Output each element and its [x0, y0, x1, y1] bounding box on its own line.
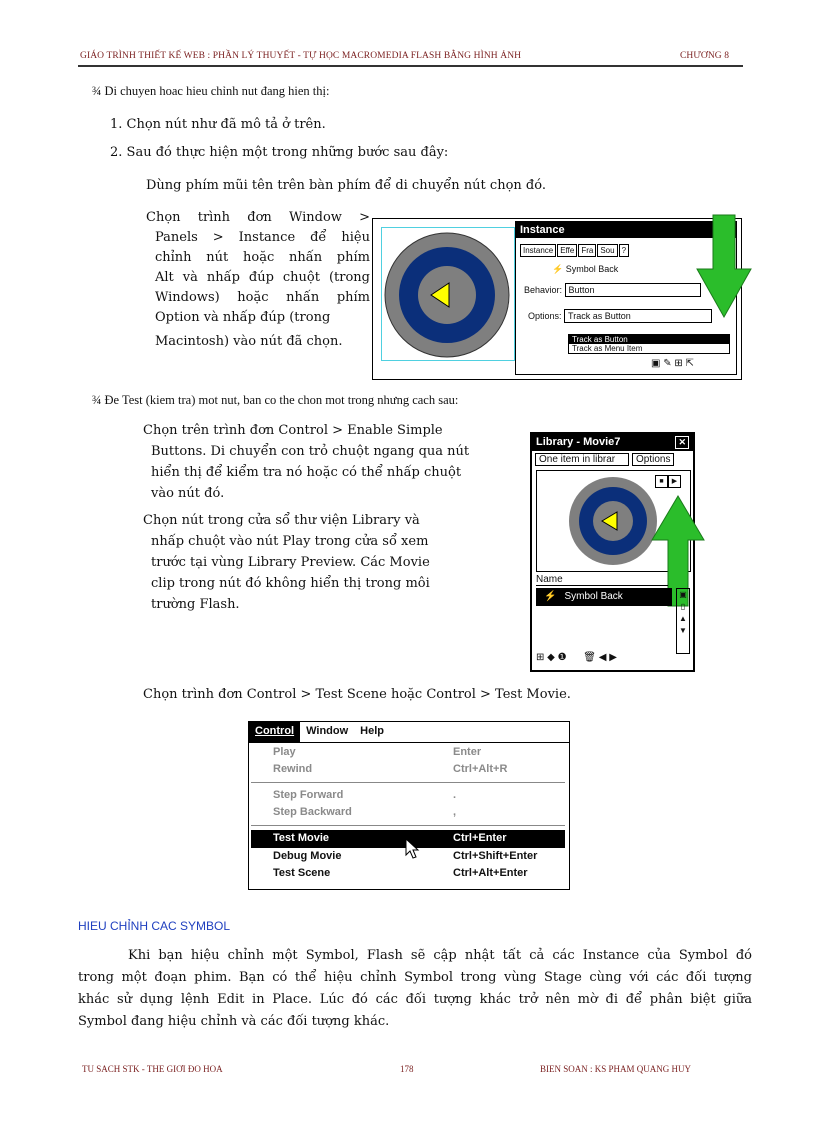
step2: 2. Sau đó thực hiện một trong những bước sau đây: [110, 145, 449, 160]
header-chapter: CHƯƠNG 8 [680, 51, 730, 61]
shortcut-rewind: Ctrl+Alt+R [453, 763, 508, 775]
stop-icon[interactable]: ■ [655, 475, 668, 488]
shortcut-step-backward: , [453, 806, 457, 818]
library-item-count: One item in librar [535, 453, 629, 466]
sub-step-arrow-keys: Dùng phím mũi tên trên bàn phím để di chuyển nút chọn đó. [146, 178, 546, 193]
instance-panel-title: Instance [516, 222, 736, 238]
shortcut-test-scene: Ctrl+Alt+Enter [453, 867, 528, 879]
menu-help[interactable]: Help [360, 725, 385, 737]
footer-right: BIEN SOAN : KS PHAM QUANG HUY [540, 1064, 692, 1074]
mouse-pointer-icon [405, 838, 421, 860]
menu-item-test-scene[interactable]: Test Scene [273, 867, 331, 879]
button-icon: ⚡ [552, 264, 566, 274]
tab-instance[interactable]: Instance [520, 244, 556, 257]
menu-item-rewind[interactable]: Rewind [273, 763, 313, 775]
tab-frame[interactable]: Fra [578, 244, 596, 257]
test-method-3: Chọn trình đơn Control > Test Scene hoặc Control > Test Movie. [143, 687, 571, 702]
button-icon: ⚡ [544, 591, 557, 602]
step1: 1. Chọn nút như đã mô tả ở trên. [110, 117, 326, 132]
tab-sound[interactable]: Sou [597, 244, 617, 257]
test-method-2: Chọn nút trong cửa sổ thư viện Library và nhấp chuột vào nút Play trong cửa sổ xem trước tại vùng Library Preview. Các Movie clip trong nút đó không hiển thị trong môi trường Flash. [143, 513, 430, 612]
menu-item-step-backward[interactable]: Step Backward [273, 806, 352, 818]
button-symbol-icon [381, 229, 515, 363]
menu-item-play[interactable]: Play [273, 746, 296, 758]
library-column-name[interactable]: Name [536, 574, 668, 586]
bullet-mark: ¾ [92, 393, 102, 407]
library-toolbar [532, 451, 693, 468]
menu-window[interactable]: Window [306, 725, 349, 737]
section1-title: ¾ Di chuyen hoac hieu chỉnh nut đang hien thị: [92, 84, 330, 98]
shortcut-debug-movie: Ctrl+Shift+Enter [453, 850, 538, 862]
section2-title: ¾ Đe Test (kiem tra) mot nut, ban co the chon mot trong nhưng cach sau: [92, 393, 459, 407]
panel-toolbar-icons: ▣ ✎ ⊞ ⇱ [651, 358, 694, 369]
library-item[interactable]: ⚡ Symbol Back [536, 588, 672, 606]
close-icon[interactable]: ✕ [675, 436, 689, 449]
bullet-mark: ¾ [92, 84, 102, 98]
menu-item-step-forward[interactable]: Step Forward [273, 789, 344, 801]
symbol-row: ⚡ Symbol Back [552, 264, 619, 274]
header-title: GIÁO TRÌNH THIẾT KẾ WEB : PHẦN LÝ THUYẾT - TỰ HỌC MACROMEDIA FLASH BẰNG HÌNH ẢNH [80, 51, 522, 61]
dropdown-option[interactable]: Track as Button [569, 335, 729, 344]
behavior-row: Behavior: Button [516, 275, 736, 297]
footer-left: TU SACH STK - THE GIƠI ĐO HOA [82, 1064, 223, 1074]
library-panel [530, 432, 695, 672]
instance-screenshot [372, 218, 742, 380]
header-rule [78, 65, 743, 67]
green-arrow-down-icon [695, 213, 755, 323]
tab-effect[interactable]: Effe [557, 244, 577, 257]
library-title-bar: Library - Movie7 ✕ [532, 434, 693, 451]
menu-control[interactable]: Control [249, 722, 300, 742]
shortcut-play: Enter [453, 746, 482, 758]
button-symbol-icon [567, 475, 659, 567]
behavior-select[interactable]: Button [565, 283, 701, 297]
menu-separator [251, 825, 565, 826]
library-bottom-icons: ⊞ ◆ ❶ 🗑 ◀ ▶ [536, 652, 617, 663]
shortcut-test-movie: Ctrl+Enter [453, 832, 507, 844]
options-row: Options: Track as Button [516, 297, 736, 323]
play-icon[interactable]: ▶ [668, 475, 681, 488]
menu-item-debug-movie[interactable]: Debug Movie [273, 850, 342, 862]
library-options-button[interactable]: Options [632, 453, 674, 466]
test-method-1: Chọn trên trình đơn Control > Enable Simple Buttons. Di chuyển con trỏ chuột ngang qua nút hiển thị để kiểm tra nó hoặc có thể nhấp chuột vào nút đó. [143, 423, 470, 501]
section3-heading: HIEU CHỈNH CAC SYMBOL [78, 919, 231, 933]
options-dropdown [568, 334, 730, 354]
options-select[interactable]: Track as Button [564, 309, 712, 323]
page-number: 178 [400, 1064, 414, 1074]
control-menu-screenshot [248, 721, 570, 890]
section3-paragraph: Khi bạn hiệu chỉnh một Symbol, Flash sẽ cập nhật tất cả các Instance của Symbol đó trong một đoạn phim. Bạn có thể hiệu chỉnh Symbol trong vùng Stage cùng với các đối tượng khác sử dụng lệnh Edit in Place. Lúc đó các đối tượng khác trở nên mờ đi để phân biệt giữa Symbol đang hiệu chỉnh và các đối tượng khác. [78, 948, 752, 1029]
shortcut-step-forward: . [453, 789, 457, 801]
scrollbar[interactable]: ▣ ▯ ▲ ▼ [676, 588, 690, 654]
tab-help[interactable]: ? [619, 244, 629, 257]
menu-item-test-movie[interactable]: Test Movie Ctrl+Enter [251, 830, 565, 848]
sub-step-window-panels: Chọn trình đơn Window > Panels > Instance để hiệu chỉnh nút hoặc nhấn phím Alt và nhấp đúp chuột (trong Windows) hoặc nhấn phím Option và nhấp đúp (trong Macintosh) vào nút đã chọn. [146, 210, 370, 349]
dropdown-option[interactable]: Track as Menu Item [572, 344, 643, 353]
menu-separator [251, 782, 565, 783]
menubar [249, 722, 569, 743]
